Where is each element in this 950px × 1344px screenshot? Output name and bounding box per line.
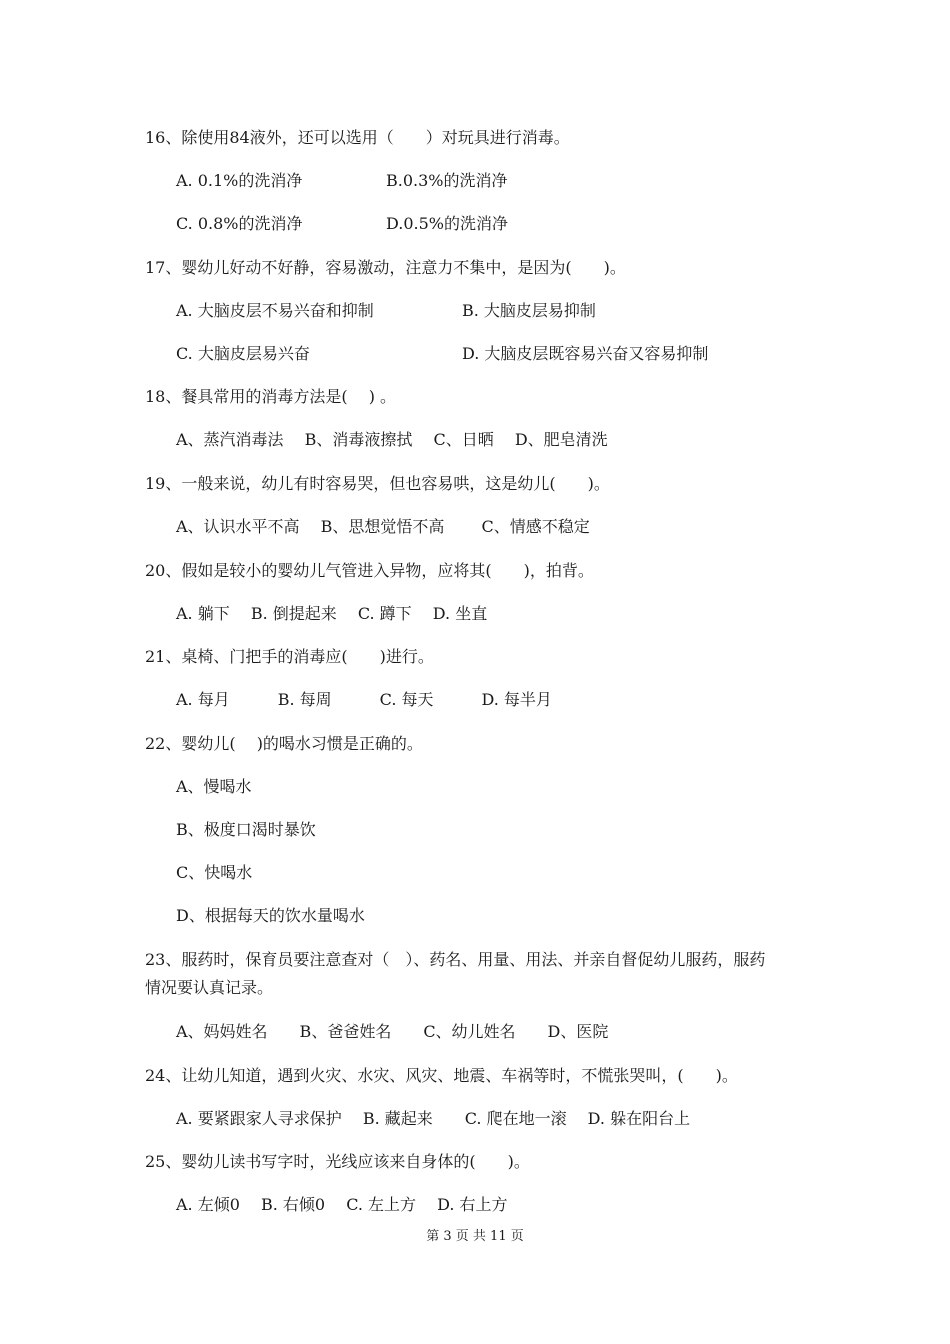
options-19: A、认识水平不高 B、思想觉悟不高 C、情感不稳定: [176, 517, 590, 536]
options-23: A、妈妈姓名 B、爸爸姓名 C、幼儿姓名 D、医院: [176, 1022, 609, 1041]
option-17-d: D. 大脑皮层既容易兴奋又容易抑制: [462, 344, 709, 363]
question-16: 16、除使用84液外，还可以选用（ ）对玩具进行消毒。: [145, 128, 570, 147]
question-22: 22、婴幼儿( )的喝水习惯是正确的。: [145, 734, 423, 753]
options-18: A、蒸汽消毒法 B、消毒液擦拭 C、日晒 D、肥皂清洗: [176, 430, 608, 449]
option-17-a: A. 大脑皮层不易兴奋和抑制: [176, 301, 374, 320]
question-24: 24、让幼儿知道，遇到火灾、水灾、风灾、地震、车祸等时，不慌张哭叫，( )。: [145, 1066, 738, 1085]
page-footer: 第 3 页 共 11 页: [426, 1229, 524, 1244]
options-20: A. 躺下 B. 倒提起来 C. 蹲下 D. 坐直: [176, 604, 488, 623]
question-20: 20、假如是较小的婴幼儿气管进入异物，应将其( )，拍背。: [145, 561, 594, 580]
option-17-c: C. 大脑皮层易兴奋: [176, 344, 310, 363]
question-21: 21、桌椅、门把手的消毒应( )进行。: [145, 647, 434, 666]
option-16-b: B.0.3%的洗消净: [386, 171, 508, 190]
option-16-c: C. 0.8%的洗消净: [176, 214, 303, 233]
question-19: 19、一般来说，幼儿有时容易哭，但也容易哄，这是幼儿( )。: [145, 474, 610, 493]
option-22-c: C、快喝水: [176, 863, 253, 882]
options-24: A. 要紧跟家人寻求保护 B. 藏起来 C. 爬在地一滚 D. 躲在阳台上: [176, 1109, 691, 1128]
option-22-d: D、根据每天的饮水量喝水: [176, 906, 365, 925]
question-17: 17、婴幼儿好动不好静，容易激动，注意力不集中，是因为( )。: [145, 258, 626, 277]
options-25: A. 左倾0 B. 右倾0 C. 左上方 D. 右上方: [176, 1195, 508, 1214]
option-17-b: B. 大脑皮层易抑制: [462, 301, 596, 320]
question-18: 18、餐具常用的消毒方法是( ) 。: [145, 387, 397, 406]
question-25: 25、婴幼儿读书写字时，光线应该来自身体的( )。: [145, 1152, 530, 1171]
question-23: 23、服药时，保育员要注意查对（ ）、药名、用量、用法、并亲自督促幼儿服药，服药: [145, 950, 766, 969]
option-22-b: B、极度口渴时暴饮: [176, 820, 316, 839]
option-16-a: A. 0.1%的洗消净: [176, 171, 303, 190]
option-16-d: D.0.5%的洗消净: [386, 214, 508, 233]
question-23-continued: 情况要认真记录。: [145, 978, 274, 997]
options-21: A. 每月 B. 每周 C. 每天 D. 每半月: [176, 690, 552, 709]
option-22-a: A、慢喝水: [176, 777, 252, 796]
